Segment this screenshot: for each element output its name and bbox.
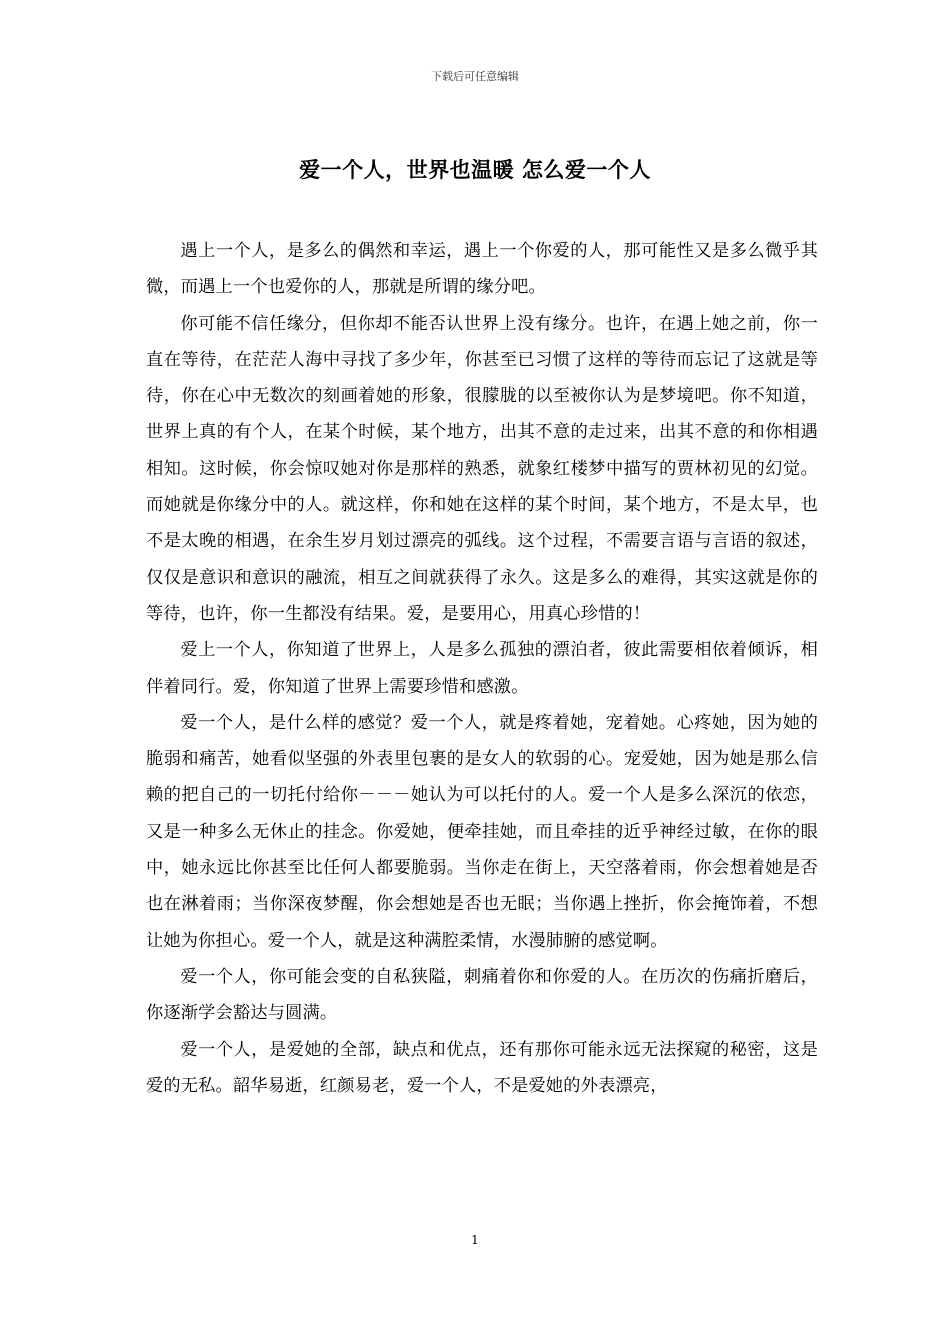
paragraph-1: 遇上一个人，是多么的偶然和幸运，遇上一个你爱的人，那可能性又是多么微乎其微，而遇上一个也爱你的人，那就是所谓的缘分吧。 [146, 241, 818, 298]
paragraph-5: 爱一个人，你可能会变的自私狭隘，刺痛着你和你爱的人。在历次的伤痛折磨后，你逐渐学会豁达与圆满。 [146, 966, 818, 1024]
header-note: 下载后可任意编辑 [431, 70, 519, 83]
paragraph-6: 爱一个人，是爱她的全部，缺点和优点，还有那你可能永远无法探窥的秘密，这是爱的无私。韶华易逝，红颜易老，爱一个人，不是爱她的外表漂亮， [146, 1039, 818, 1096]
paragraph-4: 爱一个人，是什么样的感觉？爱一个人，就是疼着她，宠着她。心疼她，因为她的脆弱和痛苦，她看似坚强的外表里包裹的是女人的软弱的心。宠爱她，因为她是那么信赖的把自己的一切托付给你－－－她认为可以托付的人。爱一个人是多么深沉的依恋，又是一种多么无休止的挂念。你爱她，便牵挂她，而且牵挂的近乎神经过敏，在你的眼中，她永远比你甚至比任何人都要脆弱。当你走在街上，天空落着雨，你会想着她是否也在淋着雨；当你深夜梦醒，你会想她是否也无眠；当你遇上挫折，你会掩饰着，不想让她为你担心。爱一个人，就是这种满腔柔情，水漫肺腑的感觉啊。 [146, 712, 818, 951]
paragraph-3: 爱上一个人，你知道了世界上，人是多么孤独的漂泊者，彼此需要相依着倾诉，相伴着同行。爱，你知道了世界上需要珍惜和感激。 [146, 640, 818, 697]
paragraph-2: 你可能不信任缘分，但你却不能否认世界上没有缘分。也许，在遇上她之前，你一直在等待，在茫茫人海中寻找了多少年，你甚至已习惯了这样的等待而忘记了这就是等待，你在心中无数次的刻画着她的形象，很朦胧的以至被你认为是梦境吧。你不知道，世界上真的有个人，在某个时候，某个地方，出其不意的走过来，出其不意的和你相遇相知。这时候，你会惊叹她对你是那样的熟悉，就象红楼梦中描写的贾林初见的幻觉。而她就是你缘分中的人。就这样，你和她在这样的某个时间，某个地方，不是太早，也不是太晚的相遇，在余生岁月划过漂亮的弧线。这个过程，不需要言语与言语的叙述，仅仅是意识和意识的融流，相互之间就获得了永久。这是多么的难得，其实这就是你的等待，也许，你一生都没有结果。爱，是要用心，用真心珍惜的！ [146, 313, 818, 624]
document-body [146, 233, 818, 1104]
document-title: 爱一个人，世界也温暖 怎么爱一个人 [299, 157, 651, 182]
page-number: 1 [471, 1233, 479, 1247]
